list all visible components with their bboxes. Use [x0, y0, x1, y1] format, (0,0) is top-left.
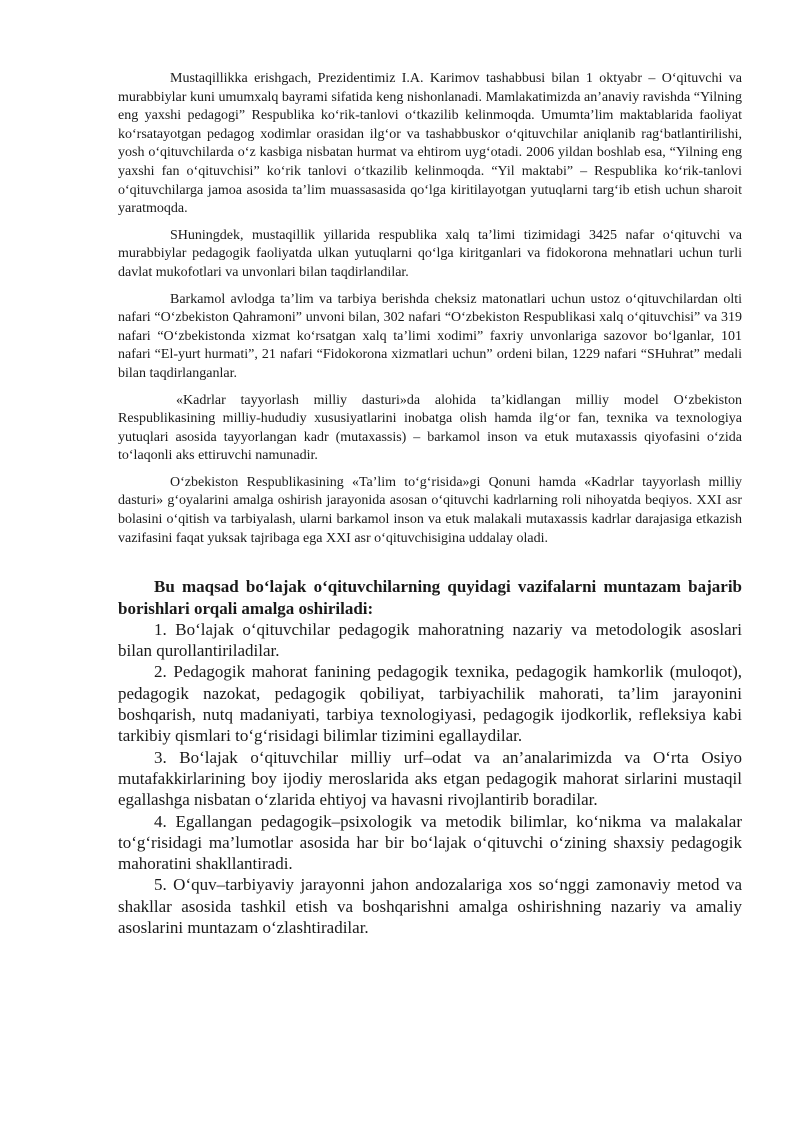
intro-section — [118, 70, 742, 548]
list-item: 2. Pedagogik mahorat fanining pedagogik texnika, pedagogik hamkorlik (muloqot), pedagogik nazokat, pedagogik qobiliyat, tarbiyachilik mahorati, ta’lim jarayonini boshqarish, nutq madaniyati, tarbiya texnologiyasi, pedagogik ijodkorlik, refleksiya kabi tarkibiy qismlari to‘g‘risidagi bilimlar tizimini egallaydilar. — [118, 662, 742, 746]
paragraph-state-awards: SHuningdek, mustaqillik yillarida respublika xalq ta’limi tizimidagi 3425 nafar o‘qituvchi va murabbiylar pedagogik faoliyatda ulkan yutuqlarni qo‘lga kiritganlari va fidokorona mehnatlari uchun turli davlat mukofotlari va unvonlari bilan taqdirlandilar. — [118, 227, 742, 280]
document-page — [118, 70, 742, 938]
tasks-heading: Bu maqsad bo‘lajak o‘qituvchilarning quyidagi vazifalarni muntazam bajarib borishlari orqali amalga oshiriladi: — [118, 577, 742, 618]
paragraph-prezident-initiative: Mustaqillikka erishgach, Prezidentimiz I.A. Karimov tashabbusi bilan 1 oktyabr – O‘qituvchi va murabbiylar kuni umumxalq bayrami sifatida keng nishonlanadi. Mamlakatimizda an’anaviy ravishda “Yilning eng yaxshi pedagogi” Respublika ko‘rik-tanlovi o‘tkazilib kelinmoqda. Umumta’lim maktablarida faoliyat ko‘rsatayotgan pedagog xodimlar orasidan ilg‘or va tashabbuskor o‘qituvchilar aniqlanib rag‘batlantirilishi, yosh o‘qituvchilarda o‘z kasbiga nisbatan hurmat va ehtirom uyg‘otadi. 2006 yildan boshlab esa, “Yilning eng yaxshi fan o‘qituvchisi” ko‘rik tanlovi o‘tkazilib kelinmoqda. “Yil maktabi” – Respublika ko‘rik-tanlovi o‘qituvchilarga jamoa asosida ta’lim muassasasida qo‘lga kiritilayotgan yutuqlarni targ‘ib etish uchun sharoit yaratmoqda. — [118, 71, 742, 217]
paragraph-honorary-titles: Barkamol avlodga ta’lim va tarbiya berishda cheksiz matonatlari uchun ustoz o‘qituvchilardan olti nafari “O‘zbekiston Qahramoni” unvoni bilan, 302 nafari “O‘zbekiston Respublikasi xalq o‘qituvchisi” va 319 nafari “O‘zbekistonda xizmat ko‘rsatgan xalq ta’limi xodimi” faxriy unvonlariga sazovor bo‘lganlar, 101 nafari “El-yurt hurmati”, 21 nafari “Fidokorona xizmatlari uchun” ordeni bilan, 1229 nafari “SHuhrat” medali bilan taqdirlanganlar. — [118, 291, 742, 381]
list-item: 5. O‘quv–tarbiyaviy jarayonni jahon andozalariga xos so‘nggi zamonaviy metod va shakllar asosida tashkil etish va boshqarishni amalga oshirishning nazariy va amaliy asoslarini muntazam o‘zlashtiradilar. — [118, 875, 742, 937]
tasks-section — [118, 576, 742, 938]
list-item: 1. Bo‘lajak o‘qituvchilar pedagogik mahoratning nazariy va metodologik asoslari bilan qurollantiriladilar. — [118, 619, 742, 661]
paragraph-teacher-role: O‘zbekiston Respublikasining «Ta’lim to‘g‘risida»gi Qonuni hamda «Kadrlar tayyorlash milliy dasturi» g‘oyalarini amalga oshirish jarayonida asosan o‘qituvchi kadrlarning roli nihoyatda beqiyos. XXI asr bolasini o‘qitish va tarbiyalash, ularni barkamol inson va etuk malakali mutaxassis kadrlar darajasiga etkazish vazifasini faqat yuksak tajribaga ega XXI asr o‘qituvchisigina uddalay oladi. — [118, 474, 742, 546]
list-item: 3. Bo‘lajak o‘qituvchilar milliy urf–odat va an’analarimizda va O‘rta Osiyo mutafakkirlarining boy ijodiy meroslarida aks etgan pedagogik mahorat sirlarini mustaqil egallashga nisbatan o‘zlarida ehtiyoj va havasni rivojlantirib boradilar. — [118, 747, 742, 810]
list-item: 4. Egallangan pedagogik–psixologik va metodik bilimlar, ko‘nikma va malakalar to‘g‘risidagi ma’lumotlar asosida har bir bo‘lajak o‘qituvchi o‘zining shaxsiy pedagogik mahoratini shakllantiradi. — [118, 811, 742, 874]
paragraph-national-model: «Kadrlar tayyorlash milliy dasturi»da alohida ta’kidlangan milliy model O‘zbekiston Respublikasining milliy-hududiy xususiyatlarini inobatga olish hamda ilg‘or fan, texnika va texnologiya yutuqlari asosida tayyorlangan kadr (mutaxassis) – barkamol inson va etuk mutaxassis qiyofasini o‘zida to‘laqonli aks ettiruvchi namunadir. — [118, 392, 742, 464]
